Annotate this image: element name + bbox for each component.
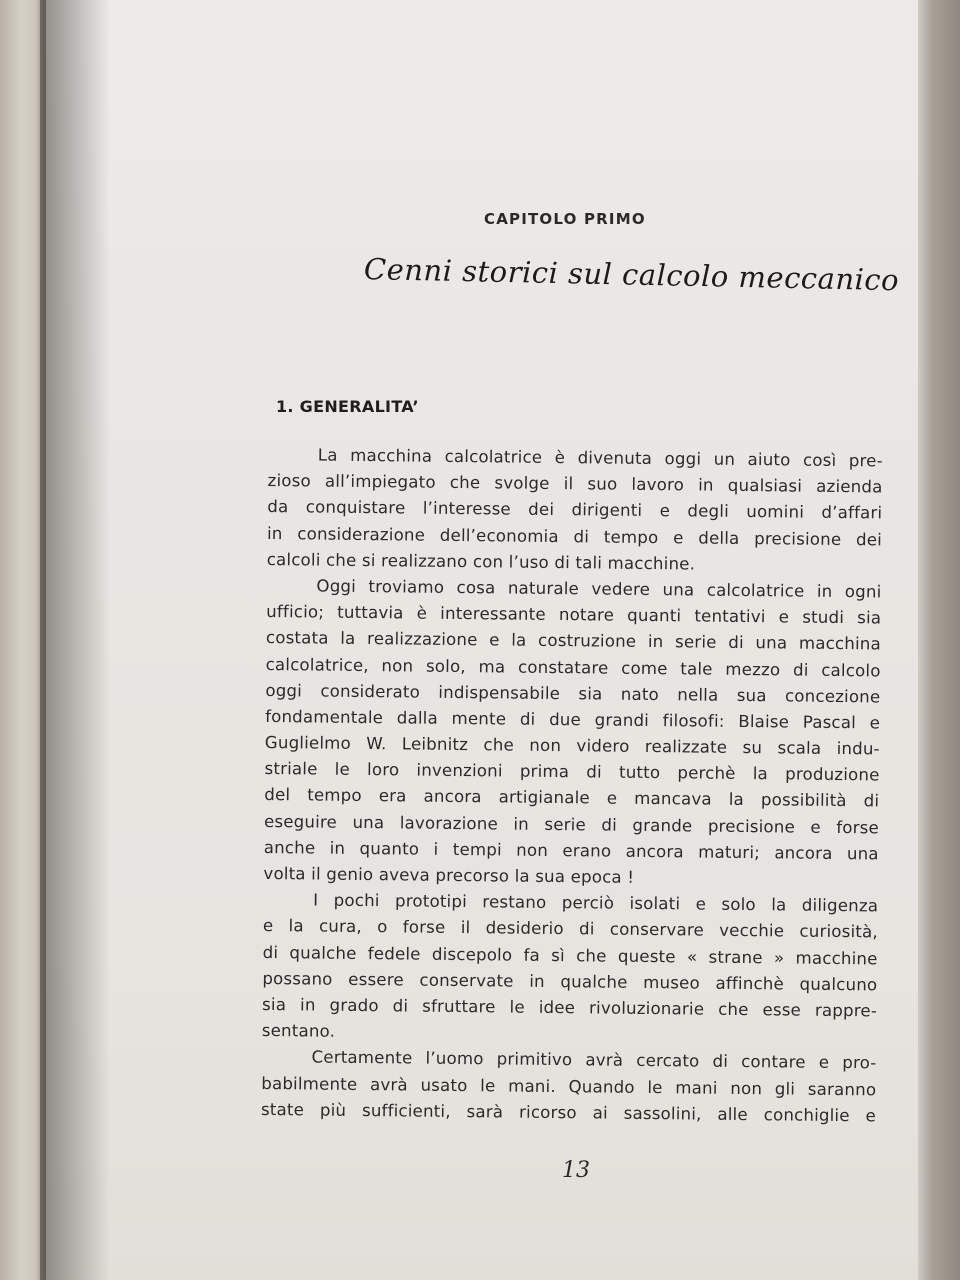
text-line: sentano. <box>261 1021 336 1041</box>
text-line: in considerazione dell’economia di tempo e della precisione dei <box>266 523 883 549</box>
text-line: striale le loro invenzioni prima di tutto perchè la produzione <box>264 759 880 785</box>
text-line: eseguire una lavorazione in serie di grande precisione e forse <box>263 811 880 838</box>
text-line: La macchina calcolatrice è divenuta oggi un aiuto così pre- <box>317 445 883 471</box>
body-text <box>261 442 883 1129</box>
text-line: del tempo era ancora artigianale e mancava la possibilità di <box>264 785 880 811</box>
text-line: zioso all’impiegato che svolge il suo lavoro in qualsiasi azienda <box>267 471 883 497</box>
text-line: possano essere conservate in qualche museo affinchè qualcuno <box>262 968 878 995</box>
text-line: sia in grado di sfruttare le idee rivoluzionarie che esse rappre- <box>262 994 878 1021</box>
text-line: I pochi prototipi restano perciò isolati e solo la diligenza <box>313 890 879 916</box>
text-line: volta il genio aveva precorso la sua epoca ! <box>263 863 635 887</box>
text-line: calcolatrice, non solo, ma constatare come tale mezzo di calcolo <box>265 654 881 680</box>
chapter-label: CAPITOLO PRIMO <box>484 210 646 228</box>
text-line: Oggi troviamo cosa naturale vedere una calcolatrice in ogni <box>316 576 882 602</box>
chapter-title: Cenni storici sul calcolo meccanico <box>363 252 900 298</box>
text-line: Certamente l’uomo primitivo avrà cercato di contare e pro- <box>311 1047 877 1073</box>
text-line: anche in quanto i tempi non erano ancora maturi; ancora una <box>263 837 879 864</box>
text-line: babilmente avrà usato le mani. Quando le mani non gli saranno <box>261 1073 877 1099</box>
text-line: e la cura, o forse il desiderio di conservare vecchie curiosità, <box>262 916 878 942</box>
section-heading: 1. GENERALITA’ <box>276 397 419 416</box>
text-line: da conquistare l’interesse dei dirigenti e degli uomini d’affari <box>267 497 883 523</box>
text-line: ufficio; tuttavia è interessante notare quanti tentativi e studi sia <box>266 602 882 628</box>
text-line: state più sufficienti, sarà ricorso ai sassolini, alle conchiglie e <box>260 1099 877 1126</box>
text-line: calcoli che si realizzano con l’uso di tali macchine. <box>266 549 696 574</box>
text-line: oggi considerato indispensabile sia nato nella sua concezione <box>265 680 881 707</box>
text-line: costata la realizzazione e la costruzione in serie di una macchina <box>265 628 882 654</box>
text-line: fondamentale dalla mente di due grandi filosofi: Blaise Pascal e <box>265 706 881 733</box>
text-line: di qualche fedele discepolo fa sì che queste « strane » macchine <box>262 942 878 968</box>
page-number: 13 <box>562 1158 590 1183</box>
text-line: Guglielmo W. Leibnitz che non videro realizzate su scala indu- <box>264 733 880 759</box>
